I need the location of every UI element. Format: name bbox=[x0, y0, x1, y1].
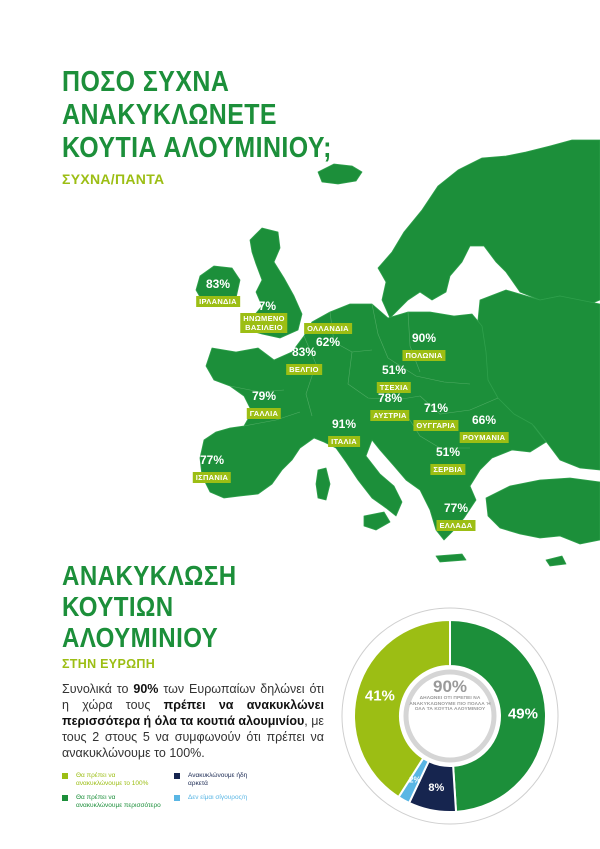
country-name: ΓΑΛΛΙΑ bbox=[247, 408, 281, 419]
country-ireland bbox=[196, 278, 240, 309]
legend-item-all bbox=[62, 772, 192, 787]
section-subtitle: ΣΤΗΝ ΕΥΡΩΠΗ bbox=[62, 657, 156, 671]
legend-label: Δεν είμαι σίγουρος/η bbox=[188, 794, 248, 801]
segment-label-all: 41% bbox=[364, 687, 395, 705]
turkey-shape bbox=[486, 478, 600, 544]
country-pct: 91% bbox=[331, 417, 357, 431]
country-name: ΑΥΣΤΡΙΑ bbox=[370, 410, 409, 421]
country-pct: 83% bbox=[205, 277, 231, 291]
sardinia-shape bbox=[316, 468, 330, 500]
legend-item-unsure bbox=[174, 794, 304, 802]
legend-label: Θα πρέπει να ανακυκλώνουμε περισσότερο bbox=[76, 794, 161, 809]
country-pct: 77% bbox=[443, 501, 469, 515]
legend-swatch bbox=[62, 795, 68, 801]
donut-center-text: ΔΗΛΩΝΕΙ ΟΤΙ ΠΡΕΠΕΙ ΝΑ ΑΝΑΚΥΚΛΩΝΟΥΜΕ ΠΙΟ ΠΟΛΛΑ Ή ΟΛΑ ΤΑ ΚΟΥΤΙΑ ΑΛΟΥΜΙΝΙΟΥ bbox=[409, 696, 491, 713]
legend-item-more bbox=[62, 794, 192, 809]
legend-item-enough bbox=[174, 772, 304, 787]
country-name: ΟΛΛΑΝΔΙΑ bbox=[304, 323, 352, 334]
country-greece bbox=[436, 502, 475, 533]
country-name: ΒΕΛΓΙΟ bbox=[286, 364, 322, 375]
donut-center bbox=[404, 678, 496, 713]
segment-label-enough: 8% bbox=[428, 781, 445, 794]
main-subtitle: ΣΥΧΝΑ/ΠΑΝΤΑ bbox=[62, 171, 165, 187]
country-italy bbox=[328, 418, 360, 449]
section-title-block bbox=[62, 560, 362, 671]
cyprus-shape bbox=[546, 556, 566, 566]
country-pct: 77% bbox=[199, 453, 225, 467]
country-poland bbox=[402, 332, 445, 363]
country-belgium bbox=[286, 346, 322, 377]
country-pct: 78% bbox=[377, 391, 403, 405]
country-name: ΙΣΠΑΝΙΑ bbox=[193, 472, 231, 483]
country-pct: 87% bbox=[251, 299, 277, 313]
country-france bbox=[247, 390, 281, 421]
country-romania bbox=[460, 414, 509, 445]
country-name: ΕΛΛΑΔΑ bbox=[436, 520, 475, 531]
summary-paragraph: Συνολικά το 90% των Ευρωπαίων δηλώνει ότι η χώρα τους πρέπει να ανακυκλώνει περισσότερα ή όλα τα κουτιά αλουμινίου, με τους 2 στους 5 να συμφωνούν ότι πρέπει να ανακυκλώνουμε το 100%. bbox=[62, 682, 324, 760]
country-name: ΗΝΩΜΕΝΟ ΒΑΣΙΛΕΙΟ bbox=[240, 313, 287, 333]
country-name: ΙΤΑΛΙΑ bbox=[328, 436, 360, 447]
country-name: ΡΟΥΜΑΝΙΑ bbox=[460, 432, 509, 443]
country-pct: 83% bbox=[291, 345, 317, 359]
country-name: ΣΕΡΒΙΑ bbox=[430, 464, 465, 475]
country-pct: 90% bbox=[411, 331, 437, 345]
donut-chart bbox=[340, 606, 560, 826]
country-serbia bbox=[430, 446, 465, 477]
country-spain bbox=[193, 454, 231, 485]
country-name: ΤΣΕΧΙΑ bbox=[377, 382, 411, 393]
scandinavia-shape bbox=[378, 140, 600, 318]
legend-swatch bbox=[174, 773, 180, 779]
country-hungary bbox=[413, 402, 458, 433]
main-title-block bbox=[62, 66, 392, 187]
country-pct: 66% bbox=[471, 413, 497, 427]
country-pct: 71% bbox=[423, 401, 449, 415]
legend-swatch bbox=[174, 795, 180, 801]
main-title: ΠΟΣΟ ΣΥΧΝΑ ΑΝΑΚΥΚΛΩΝΕΤΕ ΚΟΥΤΙΑ ΑΛΟΥΜΙΝΙΟΥ; bbox=[62, 66, 332, 164]
country-uk bbox=[240, 300, 287, 335]
country-name: ΟΥΓΓΑΡΙΑ bbox=[413, 420, 458, 431]
country-pct: 79% bbox=[251, 389, 277, 403]
crete-shape bbox=[436, 554, 466, 562]
country-austria bbox=[370, 392, 409, 423]
legend-label: Ανακυκλώνουμε ήδη αρκετά bbox=[188, 772, 248, 787]
segment-label-more: 49% bbox=[507, 705, 538, 723]
legend-swatch bbox=[62, 773, 68, 779]
country-name: ΠΟΛΩΝΙΑ bbox=[402, 350, 445, 361]
country-name: ΙΡΛΑΝΔΙΑ bbox=[196, 296, 240, 307]
section-title: ΑΝΑΚΥΚΛΩΣΗ ΚΟΥΤΙΩΝ ΑΛΟΥΜΙΝΙΟΥ bbox=[62, 560, 237, 653]
country-pct: 51% bbox=[435, 445, 461, 459]
country-pct: 62% bbox=[315, 335, 341, 349]
legend-label: Θα πρέπει να ανακυκλώνουμε το 100% bbox=[76, 772, 149, 787]
country-pct: 51% bbox=[381, 363, 407, 377]
sicily-shape bbox=[364, 512, 390, 530]
donut-center-value: 90% bbox=[432, 677, 468, 696]
segment-label-unsure: 2% bbox=[409, 775, 421, 785]
